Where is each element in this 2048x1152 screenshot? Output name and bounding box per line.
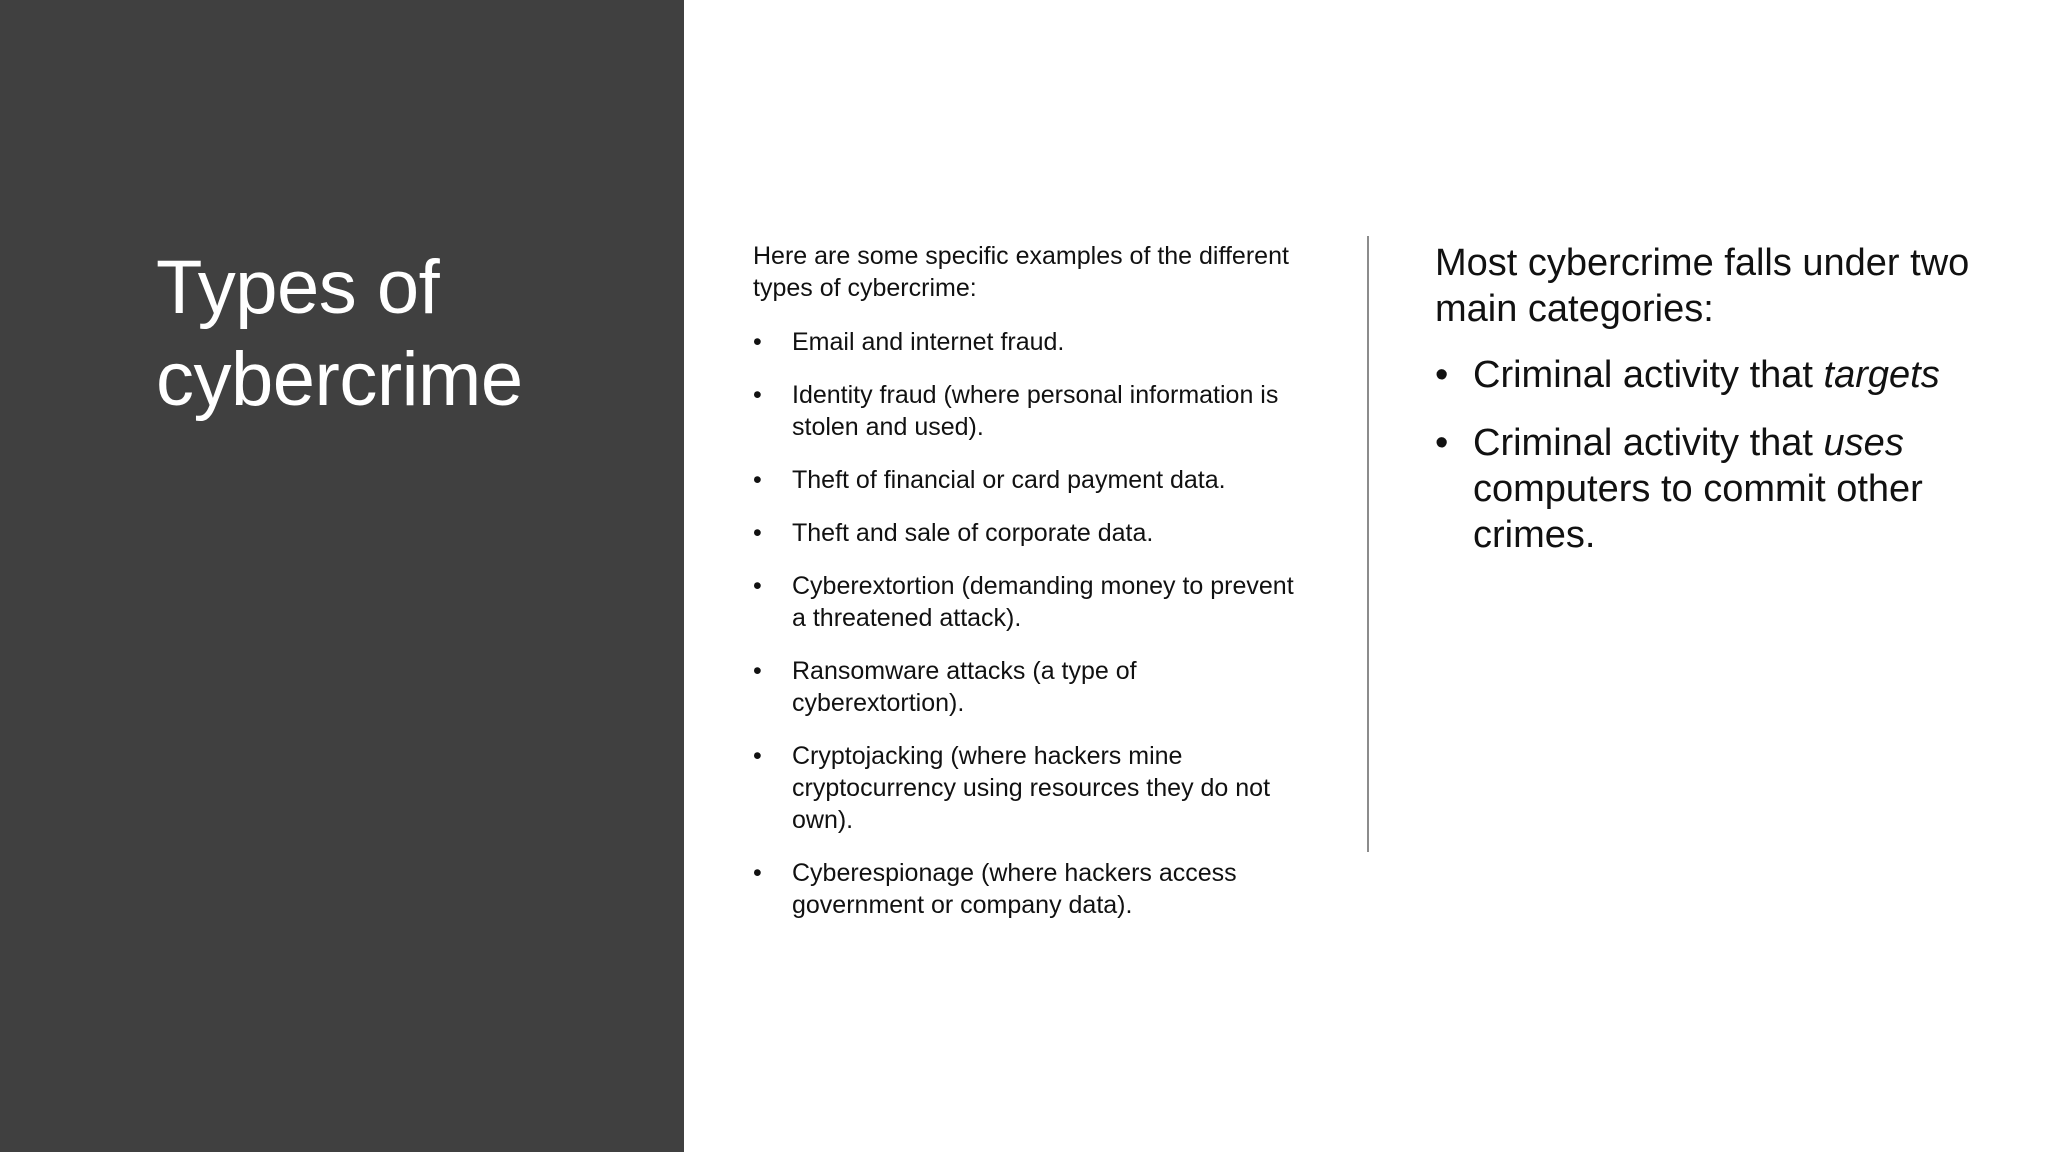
bullet-icon: • bbox=[753, 466, 762, 494]
column-divider bbox=[1367, 236, 1369, 852]
category-emphasis: uses bbox=[1823, 422, 1904, 464]
list-item bbox=[753, 857, 1313, 921]
bullet-icon: • bbox=[753, 657, 762, 685]
list-item-text: Theft and sale of corporate data. bbox=[792, 519, 1154, 547]
bullet-icon: • bbox=[753, 381, 762, 409]
category-text-after: computers to commit other crimes. bbox=[1473, 468, 1923, 556]
list-item-text: Email and internet fraud. bbox=[792, 328, 1065, 356]
list-item bbox=[753, 517, 1313, 549]
category-text-before: Criminal activity that bbox=[1473, 354, 1824, 396]
examples-intro: Here are some specific examples of the different types of cybercrime: bbox=[753, 242, 1289, 302]
list-item bbox=[753, 379, 1313, 443]
examples-column bbox=[753, 240, 1313, 942]
slide-title: Types of cybercrime bbox=[156, 245, 523, 422]
list-item-text: Cryptojacking (where hackers mine cryptocurrency using resources they do not own). bbox=[792, 742, 1271, 834]
examples-list bbox=[753, 326, 1313, 921]
list-item-text: Cyberespionage (where hackers access government or company data). bbox=[792, 859, 1237, 919]
list-item-text: Identity fraud (where personal information is stolen and used). bbox=[792, 381, 1279, 441]
bullet-icon: • bbox=[753, 742, 762, 770]
list-item bbox=[753, 570, 1313, 634]
bullet-icon: • bbox=[753, 859, 762, 887]
bullet-icon: • bbox=[753, 572, 762, 600]
list-item bbox=[753, 326, 1313, 358]
category-item-uses bbox=[1435, 420, 1995, 558]
categories-intro: Most cybercrime falls under two main categories: bbox=[1435, 242, 1970, 330]
title-panel bbox=[0, 0, 684, 1152]
list-item bbox=[753, 464, 1313, 496]
category-text-before: Criminal activity that bbox=[1473, 422, 1824, 464]
list-item bbox=[753, 740, 1313, 836]
categories-column bbox=[1435, 240, 1995, 580]
list-item-text: Theft of financial or card payment data. bbox=[792, 466, 1226, 494]
list-item-text: Cyberextortion (demanding money to prevent a threatened attack). bbox=[792, 572, 1294, 632]
bullet-icon: • bbox=[1435, 422, 1449, 464]
list-item bbox=[753, 655, 1313, 719]
bullet-icon: • bbox=[753, 519, 762, 547]
bullet-icon: • bbox=[1435, 354, 1449, 396]
category-item-targets bbox=[1435, 352, 1995, 398]
list-item-text: Ransomware attacks (a type of cyberextortion). bbox=[792, 657, 1137, 717]
bullet-icon: • bbox=[753, 328, 762, 356]
categories-list bbox=[1435, 352, 1995, 558]
category-emphasis: targets bbox=[1823, 354, 1940, 396]
